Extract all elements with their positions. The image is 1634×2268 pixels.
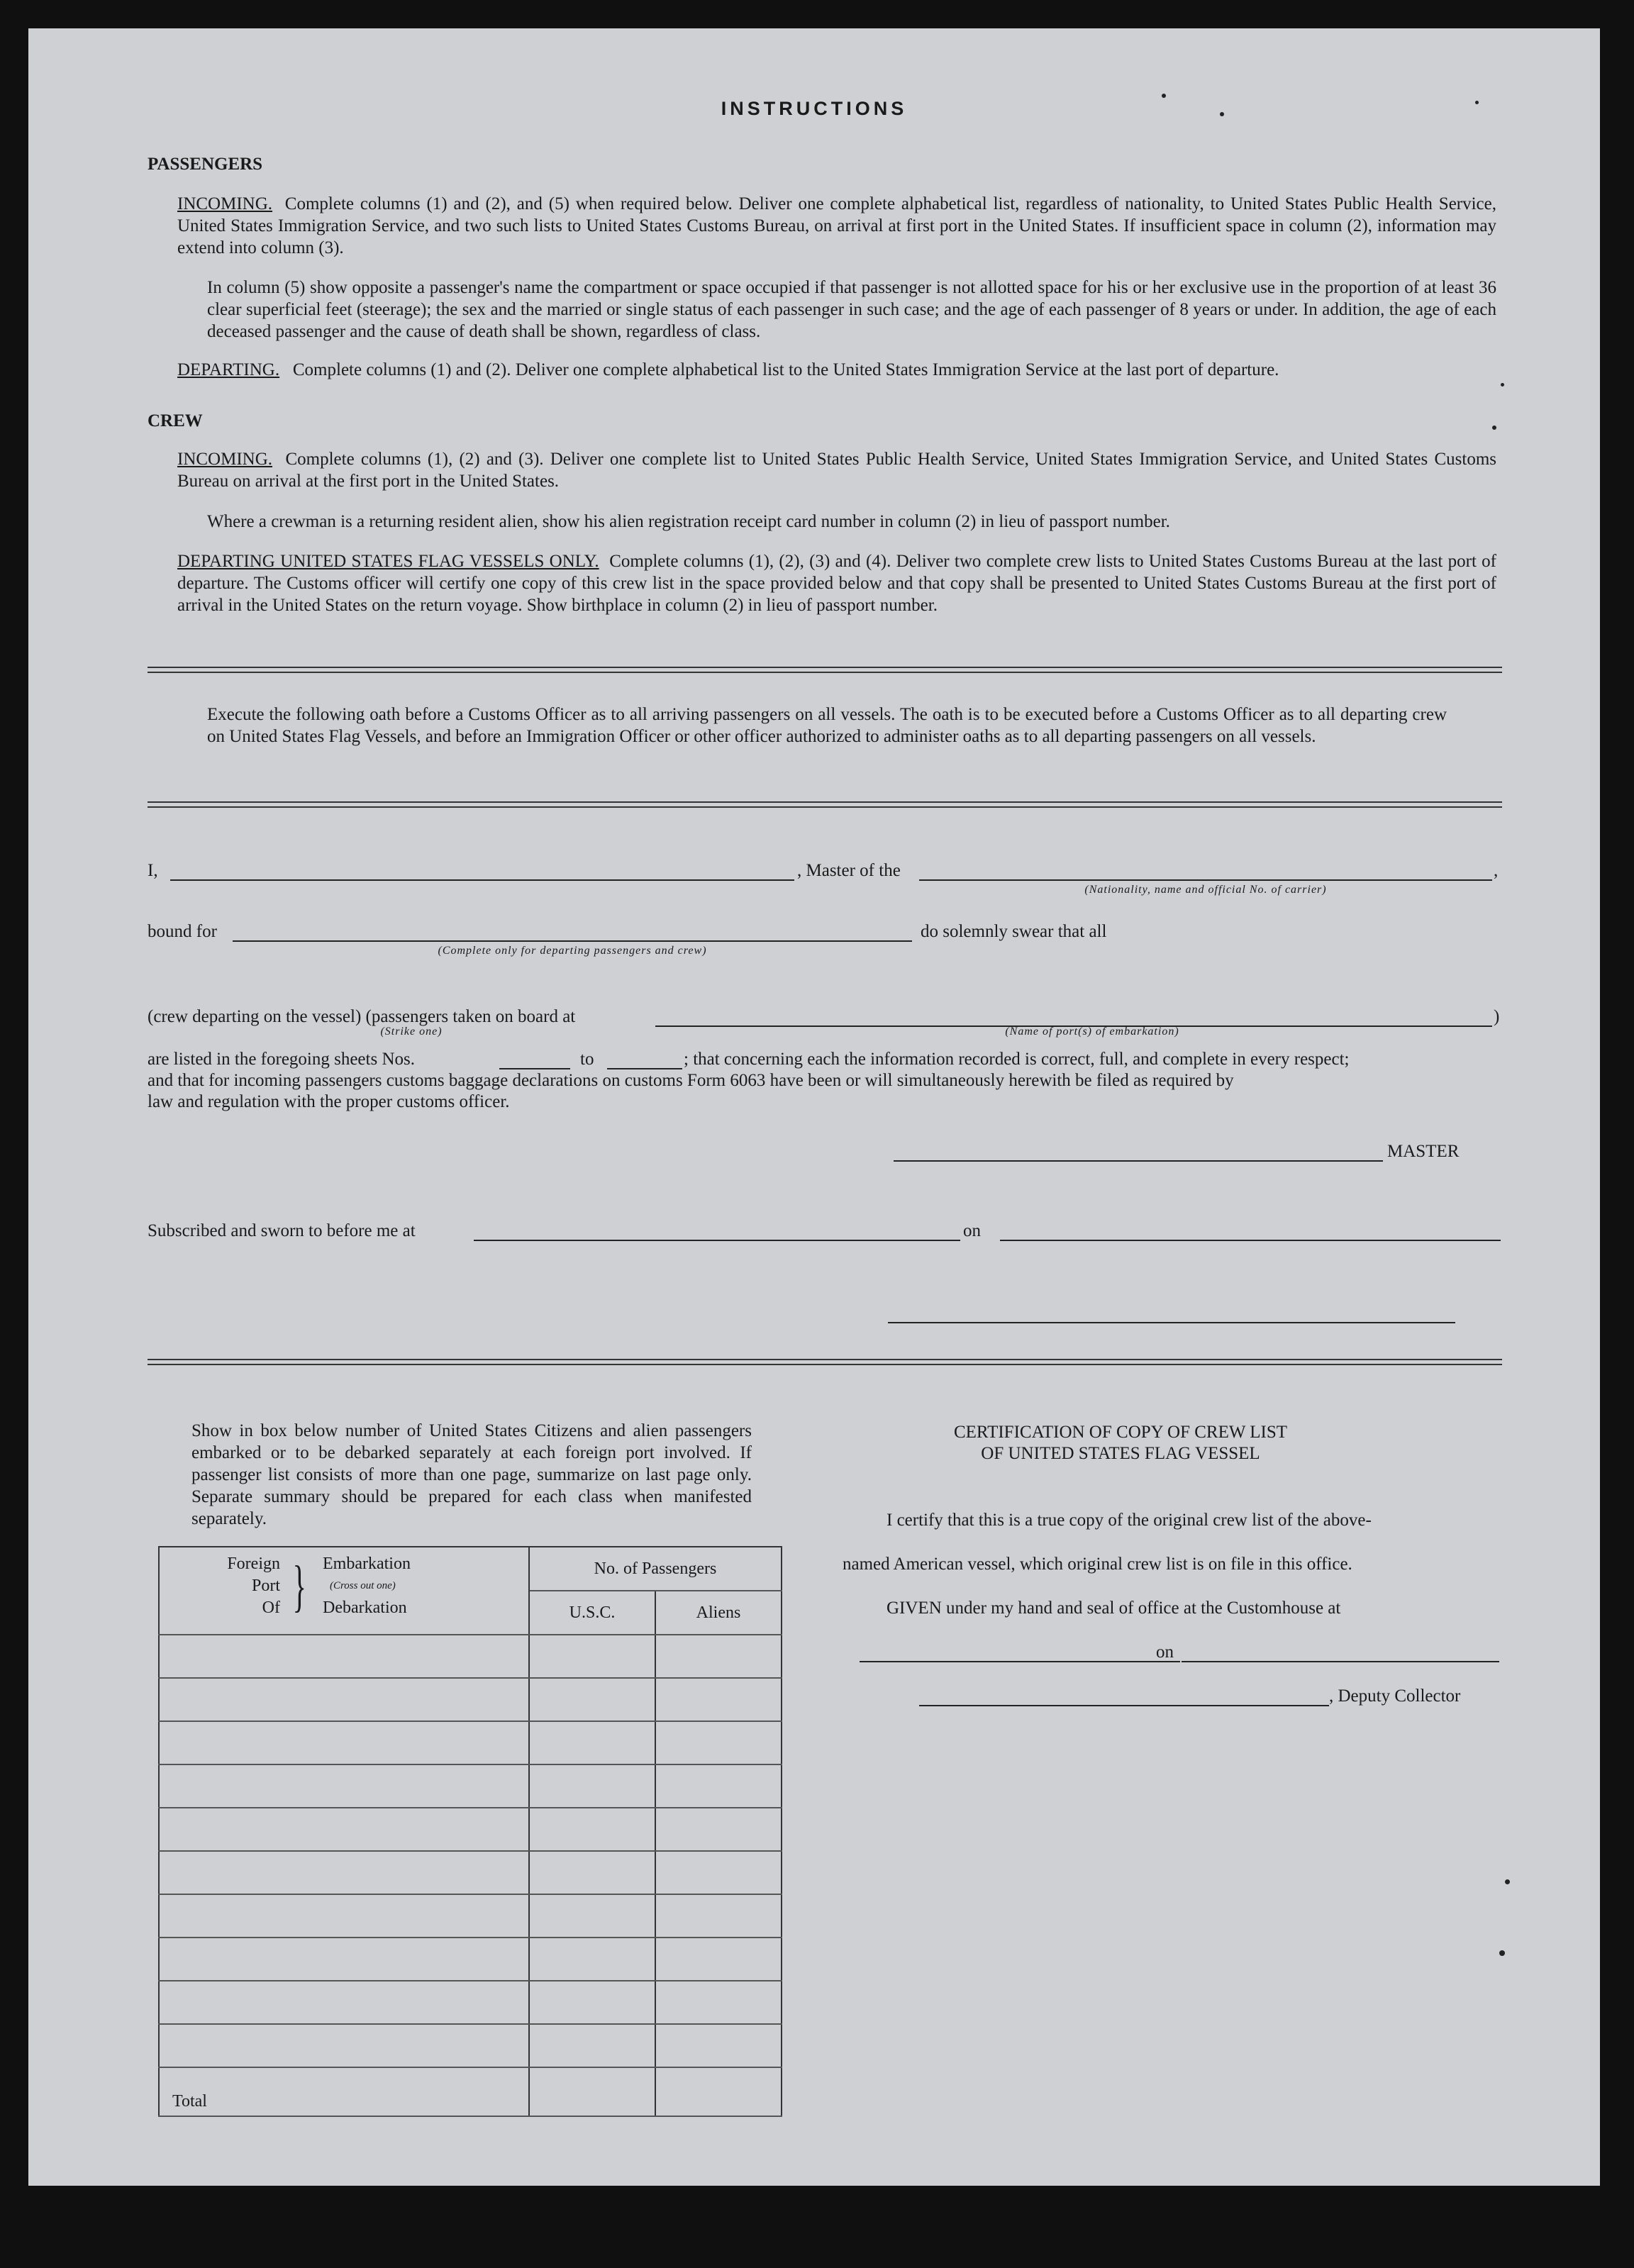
- form-page: [28, 28, 1600, 2186]
- total-usc-cell[interactable]: [529, 2067, 655, 2116]
- passengers-departing-paragraph: [177, 359, 1496, 381]
- subscribed-label: Subscribed and sworn to before me at: [148, 1221, 416, 1240]
- certification-heading-2: OF UNITED STATES FLAG VESSEL: [981, 1444, 1260, 1463]
- divider-3: [148, 1359, 1502, 1365]
- carrier-field[interactable]: [919, 879, 1492, 881]
- passengers-incoming-label: INCOMING.: [177, 194, 273, 213]
- passenger-summary-table: [158, 1546, 782, 2117]
- deputy-collector-label: , Deputy Collector: [1329, 1686, 1461, 1706]
- sworn-on-label: on: [963, 1221, 981, 1240]
- oath-instruction: Execute the following oath before a Customs Officer as to all arriving passengers on all vessels. The oath is to be executed before a Customs Officer as to all departing crew on United States Flag Vessels, and before an Immigration Officer or other officer authorized to administer oaths as to all departing passengers on all vessels.: [207, 705, 1447, 746]
- statement-line-2: and that for incoming passengers customs baggage declarations on customs Form 6063 have been or will simultaneously herewith be filed as required by: [148, 1071, 1234, 1090]
- table-row: [159, 1981, 782, 2024]
- aliens-header: Aliens: [655, 1591, 782, 1635]
- crew-incoming-text: Complete columns (1), (2) and (3). Deliver one complete list to United States Public Health Service, United States Immigration Service, and United States Customs Bureau on arrival at the first port in the United States.: [177, 450, 1496, 491]
- passengers-incoming-text: Complete columns (1) and (2), and (5) when required below. Deliver one complete alphabetical list, regardless of nationality, to United States Public Health Service, United States Immigration Service, and two such lists to United States Customs Bureau, on arrival at first port in the United States. If insufficient space in column (2), information may extend into column (3).: [177, 194, 1497, 257]
- speck: [1492, 426, 1496, 430]
- speck: [1501, 383, 1504, 387]
- total-label: Total: [159, 2067, 529, 2116]
- of-label: Of: [262, 1599, 280, 1617]
- speck: [1475, 101, 1479, 104]
- certification-text-3: GIVEN under my hand and seal of office at the Customhouse at: [887, 1599, 1341, 1618]
- customhouse-field[interactable]: [860, 1661, 1180, 1662]
- passengers-column5-paragraph: In column (5) show opposite a passenger's name the compartment or space occupied if that passenger is not allotted space for his or her exclusive use in the proportion of at least 36 clear superficial feet (steerage); the sex and the married or single status of each passenger in such case; and the age of each passenger of 8 years or under. In addition, the age of each deceased passenger and the cause of death shall be shown, regardless of class.: [207, 278, 1496, 341]
- certification-on-label: on: [1156, 1642, 1174, 1662]
- crew-departing-label: DEPARTING UNITED STATES FLAG VESSELS ONLY.: [177, 552, 599, 571]
- embarkation-label: Embarkation: [323, 1555, 411, 1573]
- table-row: [159, 1938, 782, 1981]
- carrier-comma: ,: [1494, 861, 1499, 880]
- foreign-label: Foreign: [227, 1555, 280, 1573]
- statement-line-1: ; that concerning each the information recorded is correct, full, and complete in every respect;: [684, 1050, 1350, 1069]
- sworn-date-field[interactable]: [1000, 1240, 1501, 1241]
- table-row: [159, 1851, 782, 1894]
- table-row: [159, 1764, 782, 1808]
- passengers-incoming-paragraph: [177, 193, 1496, 259]
- master-name-field[interactable]: [170, 879, 794, 881]
- table-row: [159, 1678, 782, 1721]
- swear-label: do solemnly swear that all: [921, 922, 1107, 941]
- officer-signature-field[interactable]: [888, 1322, 1455, 1323]
- carrier-caption: (Nationality, name and official No. of carrier): [1084, 884, 1327, 896]
- table-row: [159, 2024, 782, 2067]
- crew-departing-paragraph: [177, 550, 1496, 616]
- page-title: INSTRUCTIONS: [721, 98, 908, 119]
- divider-1: [148, 667, 1502, 673]
- table-row: [159, 1894, 782, 1938]
- table-row: [159, 1635, 782, 1678]
- crew-resident-paragraph: Where a crewman is a returning resident alien, show his alien registration receipt card number in column (2) in lieu of passport number.: [207, 512, 1170, 531]
- speck: [1499, 1950, 1505, 1956]
- cross-out-label: (Cross out one): [330, 1580, 396, 1591]
- certification-date-field[interactable]: [1182, 1661, 1499, 1662]
- speck: [1220, 112, 1224, 116]
- embark-debark-labels: [323, 1553, 411, 1619]
- embark-caption: (Name of port(s) of embarkation): [1005, 1025, 1179, 1038]
- crew-heading: CREW: [148, 411, 203, 430]
- oath-i-label: I,: [148, 861, 158, 880]
- bound-for-field[interactable]: [233, 940, 912, 942]
- bound-for-caption: (Complete only for departing passengers and crew): [438, 945, 707, 957]
- summary-instruction: Show in box below number of United States Citizens and alien passengers embarked or to be debarked separately at each foreign port involved. If passenger list consists of more than one page, summarize on last page only. Separate summary should be prepared for each class when manifested separately.: [191, 1421, 752, 1528]
- master-label: MASTER: [1387, 1142, 1460, 1161]
- sworn-place-field[interactable]: [474, 1240, 960, 1241]
- statement-line-3: law and regulation with the proper customs officer.: [148, 1092, 510, 1111]
- no-passengers-header: No. of Passengers: [529, 1547, 782, 1591]
- port-label: Port: [251, 1577, 280, 1595]
- table-row: [159, 1721, 782, 1764]
- bound-for-label: bound for: [148, 922, 217, 941]
- port-header-cell: [159, 1547, 529, 1635]
- close-paren: ): [1494, 1007, 1500, 1026]
- table-row: [159, 1808, 782, 1851]
- passengers-departing-text: Complete columns (1) and (2). Deliver one complete alphabetical list to the United States Immigration Service at the last port of departure.: [292, 360, 1279, 379]
- listed-label: are listed in the foregoing sheets Nos.: [148, 1050, 415, 1069]
- master-signature-field[interactable]: [894, 1160, 1383, 1162]
- crew-passengers-label: (crew departing on the vessel) (passengers taken on board at: [148, 1007, 576, 1026]
- crew-incoming-paragraph: [177, 448, 1496, 492]
- divider-2: [148, 801, 1502, 808]
- total-row: [159, 2067, 782, 2116]
- total-aliens-cell[interactable]: [655, 2067, 782, 2116]
- strike-caption: (Strike one): [380, 1025, 443, 1038]
- certification-text-2: named American vessel, which original crew list is on file in this office.: [843, 1555, 1352, 1574]
- foreign-port-of-labels: [202, 1553, 280, 1619]
- speck: [1505, 1879, 1510, 1884]
- debarkation-label: Debarkation: [323, 1599, 407, 1617]
- brace-glyph: }: [292, 1555, 306, 1618]
- crew-departing-text: Complete columns (1), (2), (3) and (4). Deliver two complete crew lists to United States Customs Bureau at the last port of departure. The Customs officer will certify one copy of this crew list in the space provided below and that copy shall be presented to United States Customs Bureau at the first port of arrival in the United States on the return voyage. Show birthplace in column (2) in lieu of passport number.: [177, 552, 1497, 615]
- usc-header: U.S.C.: [529, 1591, 655, 1635]
- crew-incoming-label: INCOMING.: [177, 450, 273, 469]
- master-of-label: , Master of the: [797, 861, 901, 880]
- to-label: to: [580, 1050, 594, 1069]
- passengers-departing-label: DEPARTING.: [177, 360, 280, 379]
- speck: [1162, 94, 1166, 98]
- certification-text-1: I certify that this is a true copy of the original crew list of the above-: [887, 1511, 1372, 1530]
- deputy-signature-field[interactable]: [919, 1705, 1329, 1706]
- certification-heading-1: CERTIFICATION OF COPY OF CREW LIST: [953, 1423, 1288, 1442]
- passengers-heading: PASSENGERS: [148, 155, 263, 174]
